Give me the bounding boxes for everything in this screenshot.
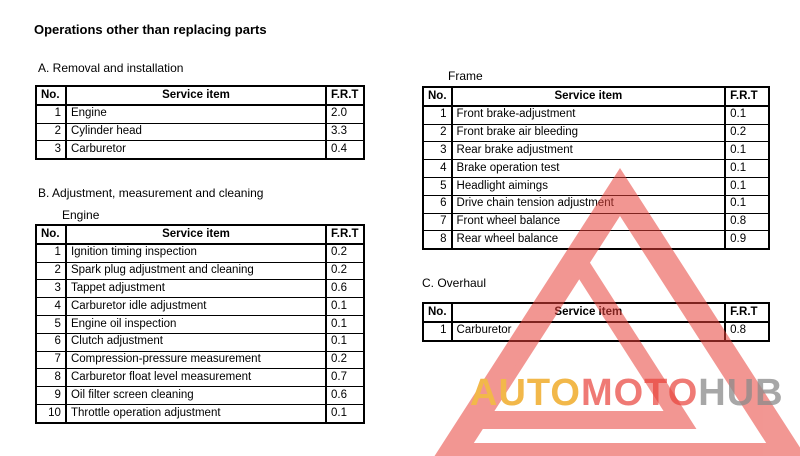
row-item: Compression-pressure measurement	[66, 351, 326, 369]
row-no: 6	[423, 195, 452, 213]
header-service-item: Service item	[452, 87, 726, 106]
row-frt: 0.2	[326, 244, 364, 262]
svg-text:AUTOMOTOHUB	[470, 372, 784, 414]
row-frt: 0.1	[326, 333, 364, 351]
row-item: Spark plug adjustment and cleaning	[66, 262, 326, 280]
row-item: Front brake air bleeding	[452, 124, 726, 142]
row-item: Oil filter screen cleaning	[66, 387, 326, 405]
row-frt: 0.9	[725, 231, 769, 249]
row-no: 9	[36, 387, 66, 405]
section-a-label: A. Removal and installation	[38, 61, 184, 75]
row-frt: 0.1	[725, 177, 769, 195]
table-row	[423, 231, 769, 249]
row-no: 8	[423, 231, 452, 249]
row-no: 1	[36, 244, 66, 262]
row-no: 4	[423, 160, 452, 178]
row-frt: 3.3	[326, 123, 364, 141]
row-no: 7	[423, 213, 452, 231]
row-no: 8	[36, 369, 66, 387]
row-item: Ignition timing inspection	[66, 244, 326, 262]
watermark-part-3: HUB	[698, 372, 784, 414]
row-no: 4	[36, 298, 66, 316]
row-frt: 0.2	[725, 124, 769, 142]
header-service-item: Service item	[452, 303, 726, 322]
row-no: 1	[423, 106, 452, 124]
header-no: No.	[36, 86, 66, 105]
row-item: Headlight aimings	[452, 177, 726, 195]
row-item: Rear brake adjustment	[452, 142, 726, 160]
row-item: Carburetor float level measurement	[66, 369, 326, 387]
row-frt: 2.0	[326, 105, 364, 123]
row-frt: 0.7	[326, 369, 364, 387]
table-row	[36, 280, 364, 298]
table-row	[423, 195, 769, 213]
header-frt: F.R.T	[326, 225, 364, 244]
section-c-label: C. Overhaul	[422, 276, 487, 290]
row-frt: 0.8	[725, 213, 769, 231]
watermark-part-1: AUTO	[470, 372, 581, 414]
row-no: 2	[423, 124, 452, 142]
table-row	[36, 298, 364, 316]
row-item: Front brake-adjustment	[452, 106, 726, 124]
row-no: 3	[36, 280, 66, 298]
row-item: Carburetor	[66, 141, 326, 159]
row-item: Carburetor idle adjustment	[66, 298, 326, 316]
row-item: Cylinder head	[66, 123, 326, 141]
header-no: No.	[423, 87, 452, 106]
row-item: Throttle operation adjustment	[66, 404, 326, 422]
row-frt: 0.8	[725, 322, 769, 341]
row-no: 2	[36, 262, 66, 280]
header-frt: F.R.T	[725, 87, 769, 106]
header-frt: F.R.T	[326, 86, 364, 105]
frame-label: Frame	[448, 69, 483, 83]
row-item: Rear wheel balance	[452, 231, 726, 249]
engine-label: Engine	[62, 208, 100, 222]
watermark-part-2: MOTO	[580, 372, 699, 414]
row-no: 3	[36, 141, 66, 159]
row-item: Engine oil inspection	[66, 315, 326, 333]
row-frt: 0.1	[326, 404, 364, 422]
table-row	[36, 262, 364, 280]
overhaul-table	[422, 302, 770, 342]
row-frt: 0.6	[326, 387, 364, 405]
page-title: Operations other than replacing parts	[34, 22, 267, 37]
row-frt: 0.1	[725, 142, 769, 160]
row-item: Carburetor	[452, 322, 726, 341]
table-row	[36, 244, 364, 262]
row-frt: 0.1	[326, 298, 364, 316]
header-service-item: Service item	[66, 225, 326, 244]
table-row	[36, 105, 364, 123]
row-item: Drive chain tension adjustment	[452, 195, 726, 213]
row-no: 5	[36, 315, 66, 333]
row-no: 2	[36, 123, 66, 141]
table-row	[423, 322, 769, 341]
table-row	[423, 160, 769, 178]
row-frt: 0.1	[725, 160, 769, 178]
row-item: Front wheel balance	[452, 213, 726, 231]
row-frt: 0.1	[725, 106, 769, 124]
header-frt: F.R.T	[725, 303, 769, 322]
table-row	[36, 387, 364, 405]
table-row	[36, 315, 364, 333]
row-no: 6	[36, 333, 66, 351]
row-frt: 0.4	[326, 141, 364, 159]
row-no: 7	[36, 351, 66, 369]
frame-table	[422, 86, 770, 250]
row-no: 1	[423, 322, 452, 341]
table-row	[423, 177, 769, 195]
table-row	[36, 333, 364, 351]
row-item: Tappet adjustment	[66, 280, 326, 298]
table-row	[36, 351, 364, 369]
row-no: 10	[36, 404, 66, 422]
header-no: No.	[423, 303, 452, 322]
row-item: Engine	[66, 105, 326, 123]
table-row	[36, 369, 364, 387]
header-no: No.	[36, 225, 66, 244]
table-row	[423, 124, 769, 142]
engine-table	[35, 224, 365, 424]
row-frt: 0.1	[326, 315, 364, 333]
table-row	[36, 141, 364, 159]
row-no: 1	[36, 105, 66, 123]
row-frt: 0.1	[725, 195, 769, 213]
table-row	[36, 123, 364, 141]
removal-installation-table	[35, 85, 365, 160]
table-row	[36, 404, 364, 422]
section-b-label: B. Adjustment, measurement and cleaning	[38, 186, 264, 200]
table-row	[423, 213, 769, 231]
table-row	[423, 142, 769, 160]
row-frt: 0.2	[326, 262, 364, 280]
row-frt: 0.2	[326, 351, 364, 369]
table-row	[423, 106, 769, 124]
row-frt: 0.6	[326, 280, 364, 298]
header-service-item: Service item	[66, 86, 326, 105]
row-item: Clutch adjustment	[66, 333, 326, 351]
row-item: Brake operation test	[452, 160, 726, 178]
row-no: 5	[423, 177, 452, 195]
row-no: 3	[423, 142, 452, 160]
